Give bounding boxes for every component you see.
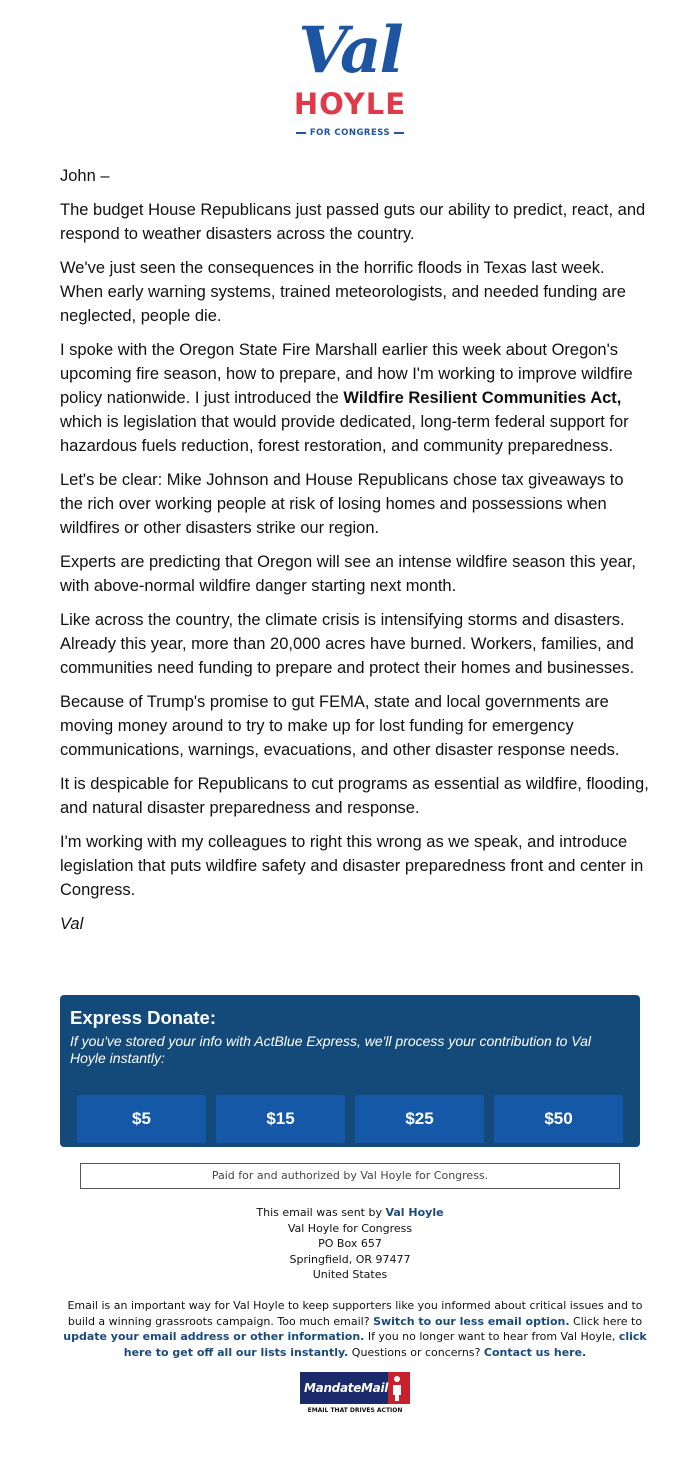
update-email-link[interactable]: update your email address or other information.: [63, 1330, 365, 1343]
logo-script-name: Val: [298, 13, 402, 88]
mandatemail-logo[interactable]: [300, 1372, 410, 1416]
sender-name: Val Hoyle: [385, 1206, 444, 1219]
paragraph-9: I'm working with my colleagues to right this wrong as we speak, and introduce legislation that puts wildfire safety and disaster preparedness front and center in Congress.: [60, 833, 644, 899]
paragraph-7: Because of Trump's promise to gut FEMA, state and local governments are moving money around to try to make up for lost funding for emergency communications, warnings, evacuations, and other disaster response needs.: [60, 693, 620, 759]
paragraph-5: Experts are predicting that Oregon will see an intense wildfire season this year, with above-normal wildfire danger starting next month.: [60, 553, 636, 595]
less-email-link[interactable]: Switch to our less email option.: [373, 1314, 570, 1328]
express-donate-title: Express Donate:: [70, 1007, 216, 1028]
logo-rule-left: [296, 132, 306, 134]
sender-address: [150, 1205, 550, 1283]
paragraph-1: The budget House Republicans just passed guts our ability to predict, react, and respond to weather disasters across the country.: [60, 201, 646, 243]
paragraph-8: It is despicable for Republicans to cut programs as essential as wildfire, flooding, and natural disaster preparedness and response.: [60, 775, 649, 817]
mandatemail-wordmark: MandateMail: [304, 1381, 389, 1395]
logo-surname: HOYLE: [293, 87, 407, 121]
val-hoyle-logo: [270, 10, 430, 142]
footer-text: Email is an important way for Val Hoyle to keep supporters like you informed about critical issues and to build a winning grassroots campaign. Too much email?: [67, 1299, 643, 1328]
contact-link[interactable]: Contact us here.: [483, 1345, 587, 1359]
donate-amount-button[interactable]: $5: [77, 1095, 206, 1143]
mandatemail-tagline: EMAIL THAT DRIVES ACTION: [307, 1407, 403, 1414]
person-icon: [392, 1375, 402, 1401]
footer-text: If you no longer want to hear from Val Hoyle,: [364, 1330, 619, 1343]
signature: Val: [60, 915, 84, 933]
paragraph-3: [60, 338, 650, 458]
address-country: United States: [312, 1268, 388, 1281]
email-body: [60, 164, 650, 946]
paid-for-disclaimer: Paid for and authorized by Val Hoyle for Congress.: [80, 1163, 620, 1189]
sent-by-line: [150, 1205, 550, 1221]
footer-text: Questions or concerns?: [348, 1345, 484, 1359]
paragraph-3-start: I spoke with the Oregon State Fire Marshall earlier this week about Oregon's upcoming fire season, how to prepare, and how I'm working to improve wildfire policy nationwide. I just introduced the: [60, 341, 633, 407]
paragraph-2: We've just seen the consequences in the horrific floods in Texas last week. When early warning systems, trained meteorologists, and needed funding are neglected, people die.: [60, 259, 626, 325]
act-name: Wildfire Resilient Communities Act,: [343, 389, 622, 407]
address-line: PO Box 657: [318, 1237, 382, 1250]
express-donate-description: If you've stored your info with ActBlue Express, we'll process your contribution to Val Hoyle instantly:: [70, 1033, 591, 1066]
sent-by-prefix: This email was sent by: [256, 1206, 382, 1219]
email-footer: [55, 1298, 655, 1360]
unsubscribe-link[interactable]: click here to get off all our lists instantly.: [123, 1330, 647, 1359]
org-name: Val Hoyle for Congress: [287, 1221, 413, 1235]
logo-rule-right: [394, 132, 404, 134]
donate-amount-button[interactable]: $50: [494, 1095, 623, 1143]
express-donate-panel: [60, 995, 640, 1147]
address-city: Springfield, OR 97477: [289, 1252, 411, 1266]
donate-amount-button[interactable]: $25: [355, 1095, 484, 1143]
footer-text: Click here to: [569, 1314, 643, 1328]
paragraph-6: Like across the country, the climate crisis is intensifying storms and disasters. Already this year, more than 20,000 acres have burned. Workers, families, and communities need funding to prepare and protect their homes and businesses.: [60, 611, 635, 677]
logo-tagline-row: [296, 125, 404, 141]
paragraph-4: Let's be clear: Mike Johnson and House Republicans chose tax giveaways to the rich over working people at risk of losing homes and possessions when wildfires or other disasters strike our region.: [60, 471, 624, 537]
logo-tagline: FOR CONGRESS: [309, 128, 391, 138]
donate-amount-button[interactable]: $15: [216, 1095, 345, 1143]
greeting: John –: [60, 167, 110, 185]
paragraph-3-end: which is legislation that would provide dedicated, long-term federal support for hazardous fuels reduction, forest restoration, and community preparedness.: [60, 413, 629, 455]
